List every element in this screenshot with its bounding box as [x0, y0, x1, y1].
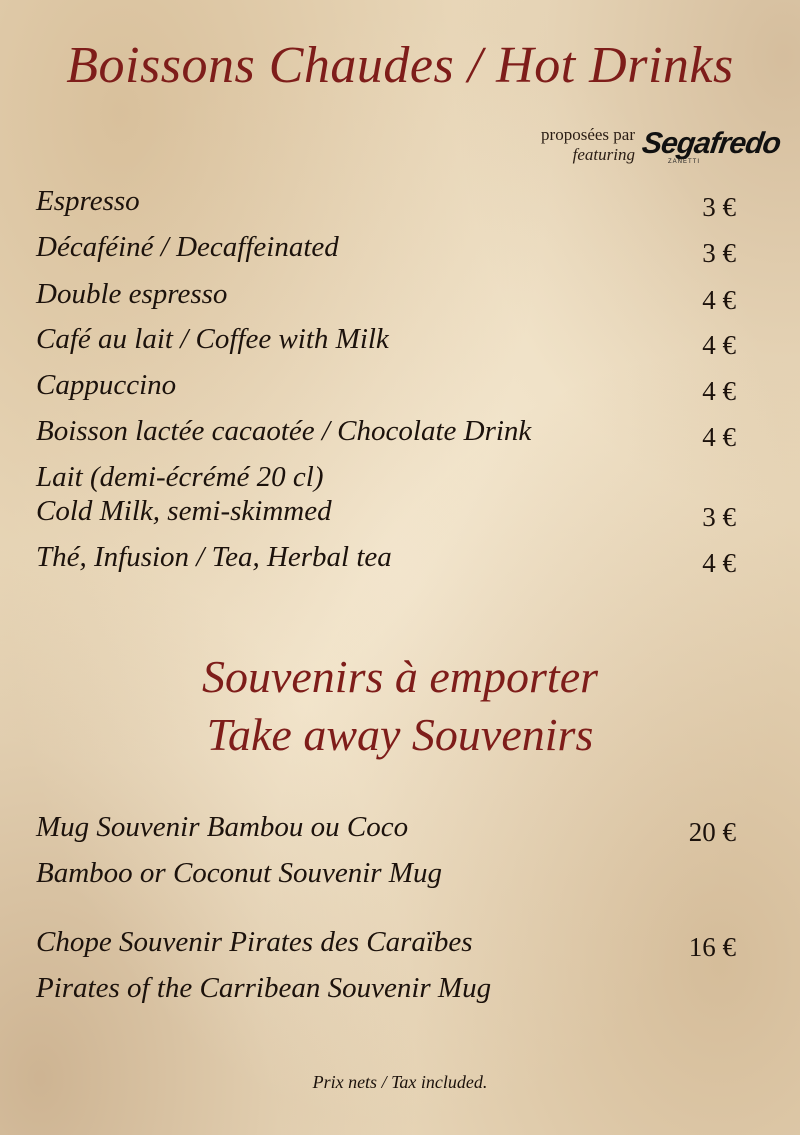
souvenirs-title [0, 648, 800, 764]
featuring-line-en: featuring [572, 145, 635, 164]
souvenirs-title-fr: Souvenirs à emporter [201, 651, 599, 702]
featuring-text [500, 125, 635, 165]
menu-item-price: 3 € [702, 502, 736, 532]
segafredo-logo-sub: ZANETTI [668, 159, 700, 165]
menu-item-name: Café au lait / Coffee with Milk [36, 323, 389, 355]
menu-item-name: Cappuccino [36, 369, 177, 401]
hot-drinks-title: Boissons Chaudes / Hot Drinks [66, 37, 734, 94]
menu-item-name-secondary: Cold Milk, semi-skimmed [36, 495, 332, 527]
menu-item-price: 4 € [702, 285, 736, 315]
menu-item-name: Décaféiné / Decaffeinated [36, 231, 339, 263]
souvenir-item-name: Chope Souvenir Pirates des Caraïbes [36, 926, 473, 958]
souvenir-item-price: 20 € [688, 817, 736, 847]
menu-item-name: Double espresso [36, 278, 228, 310]
menu-item-price: 4 € [702, 330, 736, 360]
menu-item-price: 4 € [702, 422, 736, 452]
tax-footnote: Prix nets / Tax included. [312, 1072, 488, 1092]
menu-item-price: 4 € [702, 376, 736, 406]
menu-item-name: Lait (demi-écrémé 20 cl) [36, 461, 324, 493]
menu-item-price: 3 € [702, 238, 736, 268]
menu-item-price: 4 € [702, 548, 736, 578]
menu-item-name: Espresso [36, 185, 140, 217]
souvenirs-title-en: Take away Souvenirs [206, 709, 594, 760]
souvenir-item-name-secondary: Pirates of the Carribean Souvenir Mug [36, 972, 492, 1004]
segafredo-logo: Segafredo [640, 127, 783, 160]
menu-item-price: 3 € [702, 192, 736, 222]
menu-item-name: Boisson lactée cacaotée / Chocolate Drink [36, 415, 532, 447]
menu-item-name: Thé, Infusion / Tea, Herbal tea [36, 541, 392, 573]
souvenir-item-price: 16 € [688, 932, 736, 962]
souvenir-item-name: Mug Souvenir Bambou ou Coco [36, 811, 409, 843]
featuring-line-fr: proposées par [541, 125, 635, 144]
souvenir-item-name-secondary: Bamboo or Coconut Souvenir Mug [36, 857, 442, 889]
